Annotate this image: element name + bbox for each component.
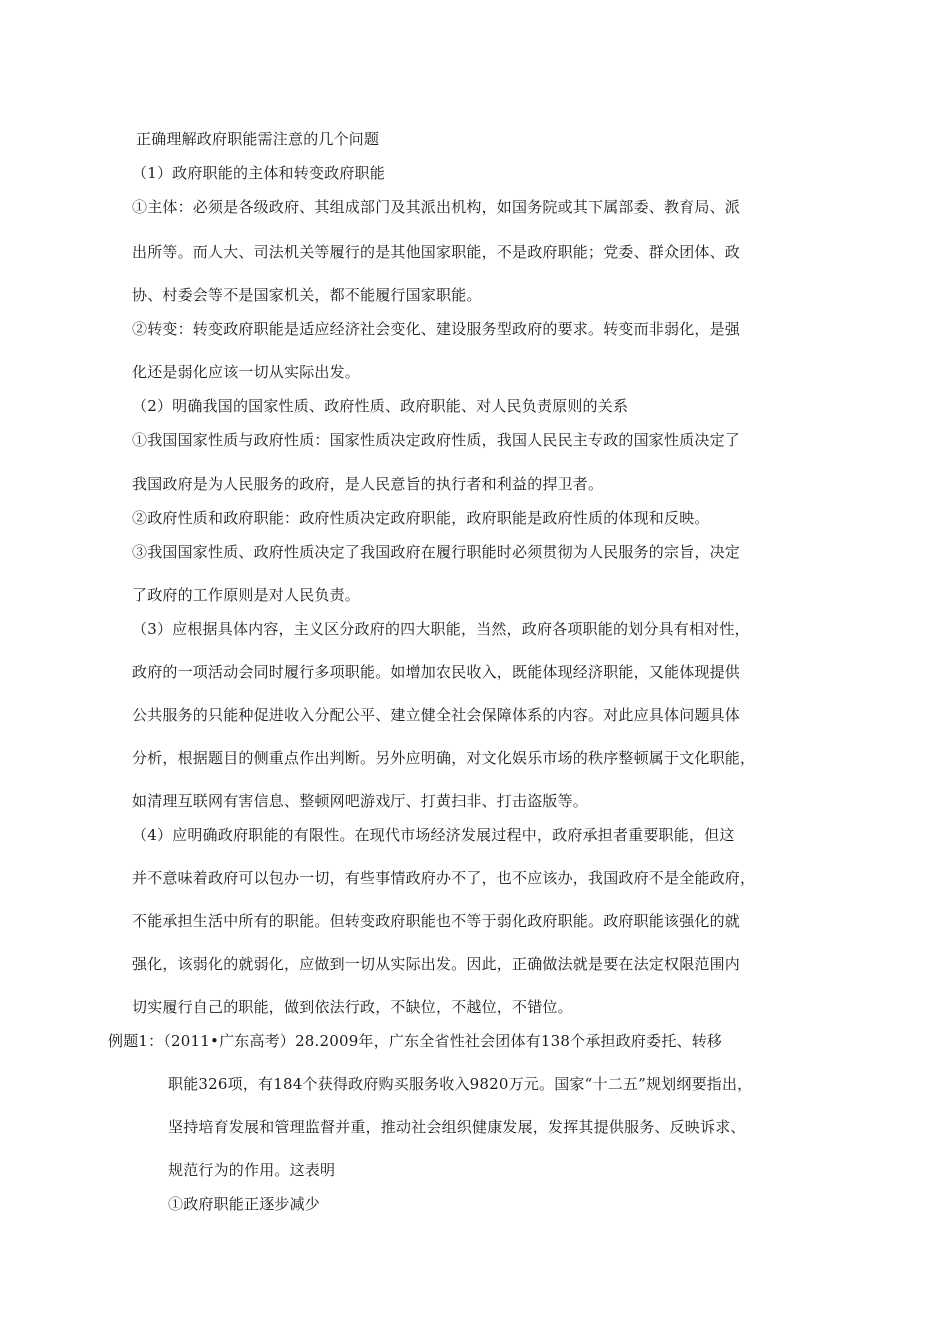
paragraph-line: 公共服务的只能种促进收入分配公平、建立健全社会保障体系的内容。对此应具体问题具体 [132,706,741,724]
paragraph-line: 政府的一项活动会同时履行多项职能。如增加农民收入，既能体现经济职能，又能体现提供 [132,663,741,681]
section-heading-3: （3）应根据具体内容，主义区分政府的四大职能，当然，政府各项职能的划分具有相对性， [132,620,750,638]
paragraph-line: 如清理互联网有害信息、整顿网吧游戏厅、打黄扫非、打击盗版等。 [132,792,589,810]
paragraph-line: ③我国国家性质、政府性质决定了我国政府在履行职能时必须贯彻为人民服务的宗旨，决定 [132,543,741,561]
paragraph-line: 并不意味着政府可以包办一切，有些事情政府办不了，也不应该办，我国政府不是全能政府， [132,869,756,887]
paragraph-line: 不能承担生活中所有的职能。但转变政府职能也不等于弱化政府职能。政府职能该强化的就 [132,912,741,930]
example-option-1: ①政府职能正逐步减少 [168,1195,321,1213]
paragraph-line: ②转变：转变政府职能是适应经济社会变化、建设服务型政府的要求。转变而非弱化，是强 [132,320,741,338]
paragraph-line: ②政府性质和政府职能：政府性质决定政府职能，政府职能是政府性质的体现和反映。 [132,509,710,527]
paragraph-line: 化还是弱化应该一切从实际出发。 [132,363,361,381]
paragraph-line: 我国政府是为人民服务的政府，是人民意旨的执行者和利益的捍卫者。 [132,475,604,493]
section-heading-4: （4）应明确政府职能的有限性。在现代市场经济发展过程中，政府承担者重要职能，但这 [132,826,735,844]
example-question-line: 坚持培育发展和管理监督并重，推动社会组织健康发展，发挥其提供服务、反映诉求、 [168,1118,746,1136]
example-question-line: 例题1：（2011•广东高考）28.2009年，广东全省性社会团体有138个承担政府委托、转移 [108,1032,723,1050]
example-question-line: 职能326项，有184个获得政府购买服务收入9820万元。国家“十二五”规划纲要指出， [168,1075,753,1093]
section-heading-2: （2）明确我国的国家性质、政府性质、政府职能、对人民负责原则的关系 [132,397,629,415]
section-heading-1: （1）政府职能的主体和转变政府职能 [132,164,385,182]
example-question-line: 规范行为的作用。这表明 [168,1161,336,1179]
paragraph-line: 分析，根据题目的侧重点作出判断。另外应明确，对文化娱乐市场的秩序整顿属于文化职能， [132,749,756,767]
paragraph-line: 了政府的工作原则是对人民负责。 [132,586,361,604]
document-title: 正确理解政府职能需注意的几个问题 [136,130,380,148]
paragraph-line: ①主体：必须是各级政府、其组成部门及其派出机构，如国务院或其下属部委、教育局、派 [132,198,741,216]
paragraph-line: 出所等。而人大、司法机关等履行的是其他国家职能，不是政府职能；党委、群众团体、政 [132,243,741,261]
paragraph-line: 切实履行自己的职能，做到依法行政，不缺位，不越位，不错位。 [132,998,573,1016]
paragraph-line: 强化，该弱化的就弱化，应做到一切从实际出发。因此，正确做法就是要在法定权限范围内 [132,955,741,973]
paragraph-line: ①我国国家性质与政府性质：国家性质决定政府性质，我国人民民主专政的国家性质决定了 [132,431,741,449]
paragraph-line: 协、村委会等不是国家机关，都不能履行国家职能。 [132,286,482,304]
